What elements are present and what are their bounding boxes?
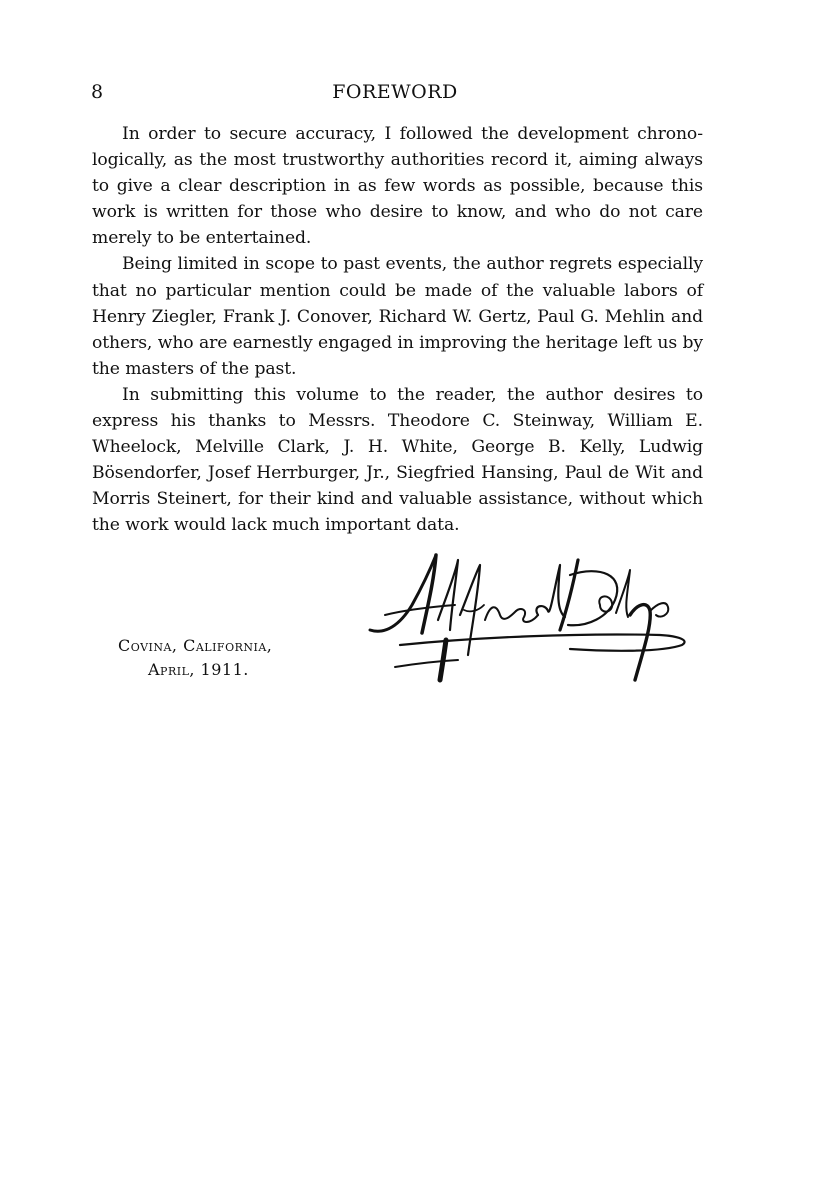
handwritten-signature bbox=[360, 545, 700, 690]
running-head: FOREWORD bbox=[332, 81, 458, 103]
date-line: April, 1911. bbox=[148, 660, 249, 679]
foreword-body bbox=[92, 121, 703, 539]
paragraph-accuracy: In order to secure accuracy, I followed the development chronologically, as the most trustworthy authorities record it, aiming always to give a clear description in as few words as possible, because this work is written for those who desire to know, and who do not care merely to be entertained. bbox=[92, 124, 703, 249]
paragraph-thanks: In submitting this volume to the reader, the author desires to express his thanks to Messrs. Theodore C. Steinway, William E. Wheelock, Melville Clark, J. H. White, George B. Kelly, Ludwig Bösendorfer, Josef Herrburger, Jr., Siegfried Hansing, Paul de Wit and Morris Steinert, for their kind and valuable assistance, without which the work would lack much important data. bbox=[92, 384, 703, 536]
paragraph-scope: Being limited in scope to past events, the author regrets especially that no particular mention could be made of the valuable labors of Henry Ziegler, Frank J. Conover, Richard W. Gertz, Paul G. Mehlin and others, who are earnestly engaged in improving the heritage left us by the masters of the past. bbox=[92, 254, 703, 379]
page-number: 8 bbox=[91, 81, 104, 103]
place-line: Covina, California, bbox=[118, 636, 273, 655]
